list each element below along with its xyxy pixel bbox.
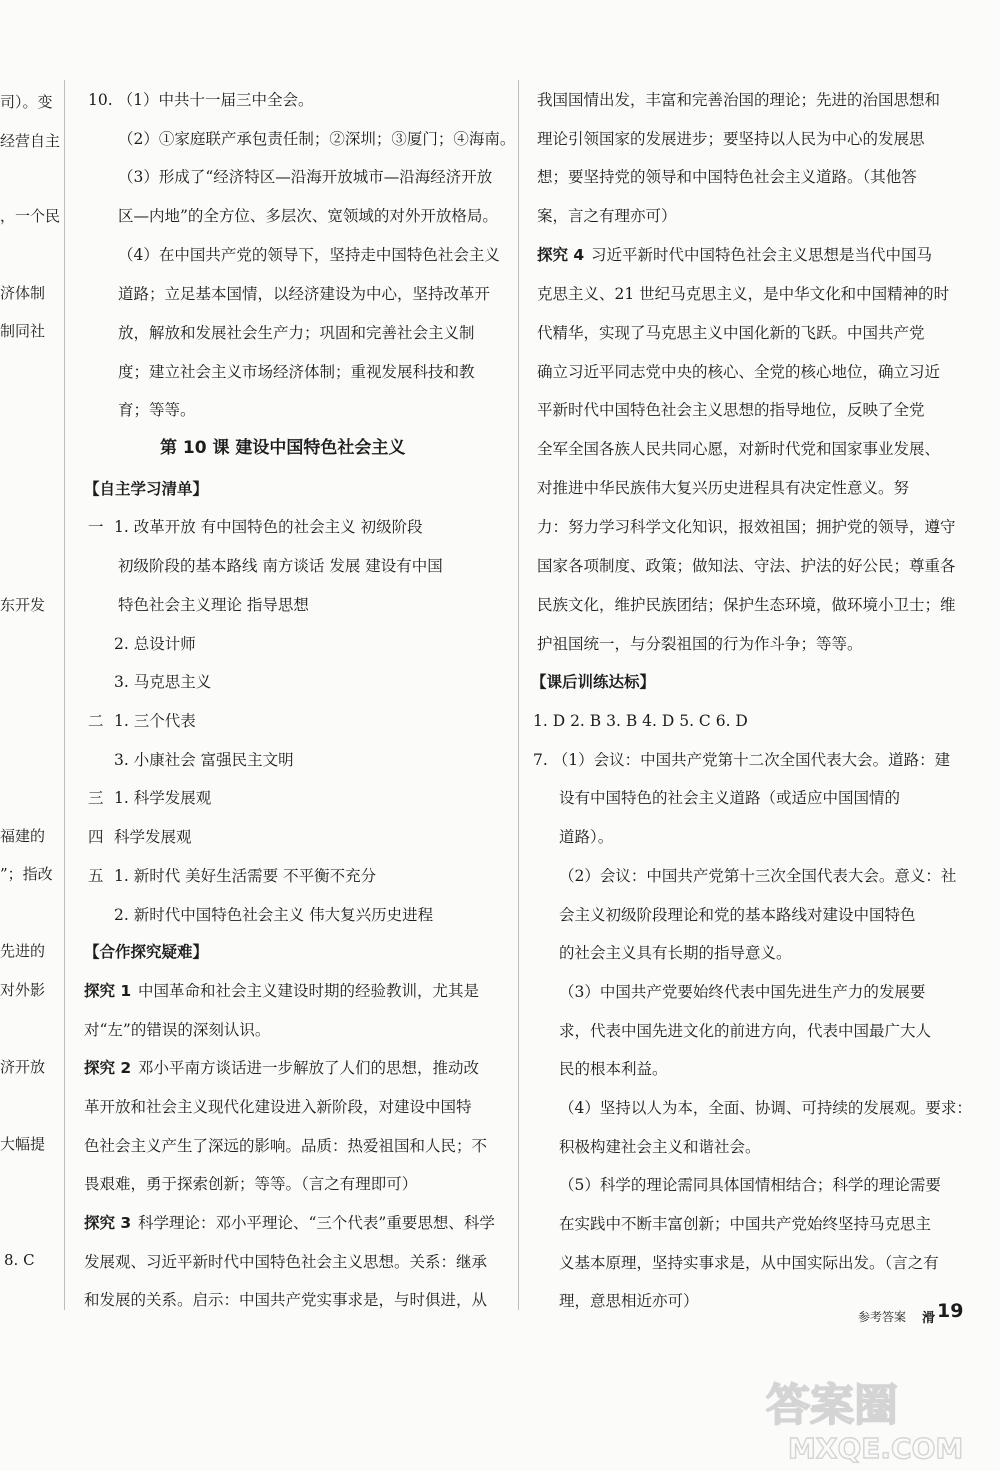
answer-line: 道路）。 bbox=[559, 828, 614, 846]
answer-line: 确立习近平同志党中央的核心、全党的核心地位，确立习近 bbox=[537, 363, 941, 381]
q10-line: （4）在中国共产党的领导下，坚持走中国特色社会主义 bbox=[118, 246, 500, 264]
answer-line: 的社会主义具有长期的指导意义。 bbox=[559, 944, 792, 962]
list-item: 1. 改革开放 有中国特色的社会主义 初级阶段 bbox=[114, 518, 423, 536]
answer-line: 对推进中华民族伟大复兴历史进程具有决定性意义。努 bbox=[537, 479, 910, 497]
answer-line: 积极构建社会主义和谐社会。 bbox=[559, 1138, 761, 1156]
item-number: 二 bbox=[88, 712, 104, 730]
answer-line: 国家各项制度、政策；做知法、守法、护法的好公民；尊重各 bbox=[537, 557, 956, 575]
footer-book-mark: 滑 bbox=[922, 1311, 936, 1326]
explore-label: 探究 4 bbox=[537, 246, 585, 264]
answer-line: 民族文化，维护民族团结；保护生态环境，做环境小卫士；维 bbox=[537, 596, 956, 614]
watermark-url: MXQE.COM bbox=[788, 1432, 964, 1465]
left-fragment: ，一个民 bbox=[0, 207, 61, 225]
answer-line: 全军全国各族人民共同心愿，对新时代党和国家事业发展、 bbox=[537, 440, 941, 458]
multiple-choice-answers: 1. D 2. B 3. B 4. D 5. C 6. D bbox=[533, 712, 748, 730]
list-item: 2. 总设计师 bbox=[114, 635, 196, 653]
list-item: 3. 小康社会 富强民主文明 bbox=[114, 751, 294, 769]
explore-text: 革开放和社会主义现代化建设进入新阶段，对建设中国特 bbox=[84, 1098, 472, 1116]
explore-text: 邓小平南方谈话进一步解放了人们的思想，推动改 bbox=[138, 1059, 480, 1077]
explore-text: 中国革命和社会主义建设时期的经验教训，尤其是 bbox=[138, 982, 480, 1000]
explore-text: 畏艰难，勇于探索创新；等等。（言之有理即可） bbox=[84, 1175, 418, 1193]
left-fragment: 对外影 bbox=[0, 981, 46, 999]
watermark-logo bbox=[760, 1370, 995, 1465]
section-heading: 【课后训练达标】 bbox=[531, 673, 656, 691]
list-item: 2. 新时代中国特色社会主义 伟大复兴历史进程 bbox=[114, 906, 434, 924]
section-heading: 【合作探究疑难】 bbox=[84, 943, 209, 961]
answer-line: （3）中国共产党要始终代表中国先进生产力的发展要 bbox=[559, 983, 926, 1001]
section-heading: 【自主学习清单】 bbox=[84, 480, 209, 498]
list-item: 1. 三个代表 bbox=[114, 712, 196, 730]
q10-line: （3）形成了“经济特区—沿海开放城市—沿海经济开放 bbox=[118, 168, 493, 186]
answer-line: 力：努力学习科学文化知识，报效祖国；拥护党的领导，遵守 bbox=[537, 518, 956, 536]
left-fragment: ”；指改 bbox=[0, 865, 53, 883]
q10-line: 育；等等。 bbox=[118, 401, 196, 419]
list-item: 初级阶段的基本路线 南方谈话 发展 建设有中国 bbox=[118, 557, 443, 575]
left-fragment: 司）。变 bbox=[0, 93, 53, 111]
left-fragment: 东开发 bbox=[0, 596, 46, 614]
answer-line: 在实践中不断丰富创新；中国共产党始终坚持马克思主 bbox=[559, 1215, 932, 1233]
answer-line: 代精华，实现了马克思主义中国化新的飞跃。中国共产党 bbox=[537, 324, 925, 342]
explore-label: 探究 2 bbox=[84, 1059, 132, 1077]
q10-line: 道路；立足基本国情，以经济建设为中心，坚持改革开 bbox=[118, 285, 491, 303]
left-fragment: 8. C bbox=[4, 1251, 35, 1269]
q10-line: 放，解放和发展社会生产力；巩固和完善社会主义制 bbox=[118, 324, 475, 342]
lesson-title: 第 10 课 建设中国特色社会主义 bbox=[160, 438, 406, 458]
explore-label: 探究 1 bbox=[84, 982, 132, 1000]
answer-line: 会主义初级阶段理论和党的基本路线对建设中国特色 bbox=[559, 906, 916, 924]
list-item: 3. 马克思主义 bbox=[114, 673, 212, 691]
answer-line: 想；要坚持党的领导和中国特色社会主义道路。（其他答 bbox=[537, 168, 917, 186]
watermark-text: 答案圈 bbox=[766, 1380, 898, 1431]
answer-line: 义基本原理，坚持实事求是，从中国实际出发。（言之有 bbox=[559, 1254, 939, 1272]
answer-line: 理，意思相近亦可） bbox=[559, 1292, 699, 1310]
explore-text: 和发展的关系。启示：中国共产党实事求是，与时俱进，从 bbox=[84, 1291, 488, 1309]
answer-line: （5）科学的理论需同具体国情相结合；科学的理论需要 bbox=[559, 1176, 941, 1194]
q10-line: 10. （1）中共十一届三中全会。 bbox=[88, 91, 314, 109]
answer-line: 平新时代中国特色社会主义思想的指导地位，反映了全党 bbox=[537, 401, 925, 419]
answer-line: （4）坚持以人为本，全面、协调、可持续的发展观。要求： bbox=[559, 1099, 972, 1117]
item-number: 一 bbox=[88, 518, 104, 536]
answer-line: 案，言之有理亦可） bbox=[537, 207, 677, 225]
answer-line: 我国国情出发，丰富和完善治国的理论；先进的治国思想和 bbox=[537, 91, 941, 109]
left-fragment: 经营自主 bbox=[0, 132, 61, 150]
answer-line: 理论引领国家的发展进步；要坚持以人民为中心的发展思 bbox=[537, 130, 925, 148]
answer-line: 护祖国统一，与分裂祖国的行为作斗争；等等。 bbox=[537, 635, 863, 653]
item-number: 四 bbox=[88, 828, 104, 846]
list-item: 1. 科学发展观 bbox=[114, 789, 212, 807]
explore-text: 发展观、习近平新时代中国特色社会主义思想。关系：继承 bbox=[84, 1253, 488, 1271]
answer-line: 民的根本利益。 bbox=[559, 1060, 668, 1078]
q10-line: （2）①家庭联产承包责任制；②深圳；③厦门；④海南。 bbox=[118, 130, 516, 148]
q10-line: 度；建立社会主义市场经济体制；重视发展科技和教 bbox=[118, 363, 475, 381]
answer-line: 设有中国特色的社会主义道路（或适应中国国情的 bbox=[559, 789, 901, 807]
explore-label: 探究 3 bbox=[84, 1214, 132, 1232]
footer-label: 参考答案 bbox=[858, 1310, 907, 1324]
column-divider bbox=[518, 80, 519, 1310]
list-item: 科学发展观 bbox=[114, 828, 192, 846]
answer-line: 习近平新时代中国特色社会主义思想是当代中国马 bbox=[591, 246, 933, 264]
item-number: 三 bbox=[88, 789, 104, 807]
q10-line: 区—内地”的全方位、多层次、宽领域的对外开放格局。 bbox=[118, 207, 498, 225]
left-fragment: 福建的 bbox=[0, 827, 46, 845]
answer-line: 7. （1）会议：中国共产党第十二次全国代表大会。道路：建 bbox=[533, 751, 951, 769]
page-number: 19 bbox=[937, 1300, 964, 1322]
left-fragment: 济开放 bbox=[0, 1058, 46, 1076]
left-fragment: 先进的 bbox=[0, 942, 46, 960]
item-number: 五 bbox=[88, 867, 104, 885]
column-divider bbox=[64, 80, 65, 1310]
left-fragment: 制同社 bbox=[0, 322, 46, 340]
left-fragment: 大幅提 bbox=[0, 1135, 46, 1153]
answer-line: （2）会议：中国共产党第十三次全国代表大会。意义：社 bbox=[559, 867, 957, 885]
explore-text: 色社会主义产生了深远的影响。品质：热爱祖国和人民；不 bbox=[84, 1137, 488, 1155]
answer-line: 求，代表中国先进文化的前进方向，代表中国最广大人 bbox=[559, 1022, 932, 1040]
list-item: 1. 新时代 美好生活需要 不平衡不充分 bbox=[114, 867, 377, 885]
explore-text: 对“左”的错误的深刻认识。 bbox=[84, 1021, 271, 1039]
left-fragment: 济体制 bbox=[0, 284, 46, 302]
answer-line: 克思主义、21 世纪马克思主义，是中华文化和中国精神的时 bbox=[537, 285, 950, 303]
explore-text: 科学理论：邓小平理论、“三个代表”重要思想、科学 bbox=[138, 1214, 495, 1232]
list-item: 特色社会主义理论 指导思想 bbox=[118, 596, 309, 614]
